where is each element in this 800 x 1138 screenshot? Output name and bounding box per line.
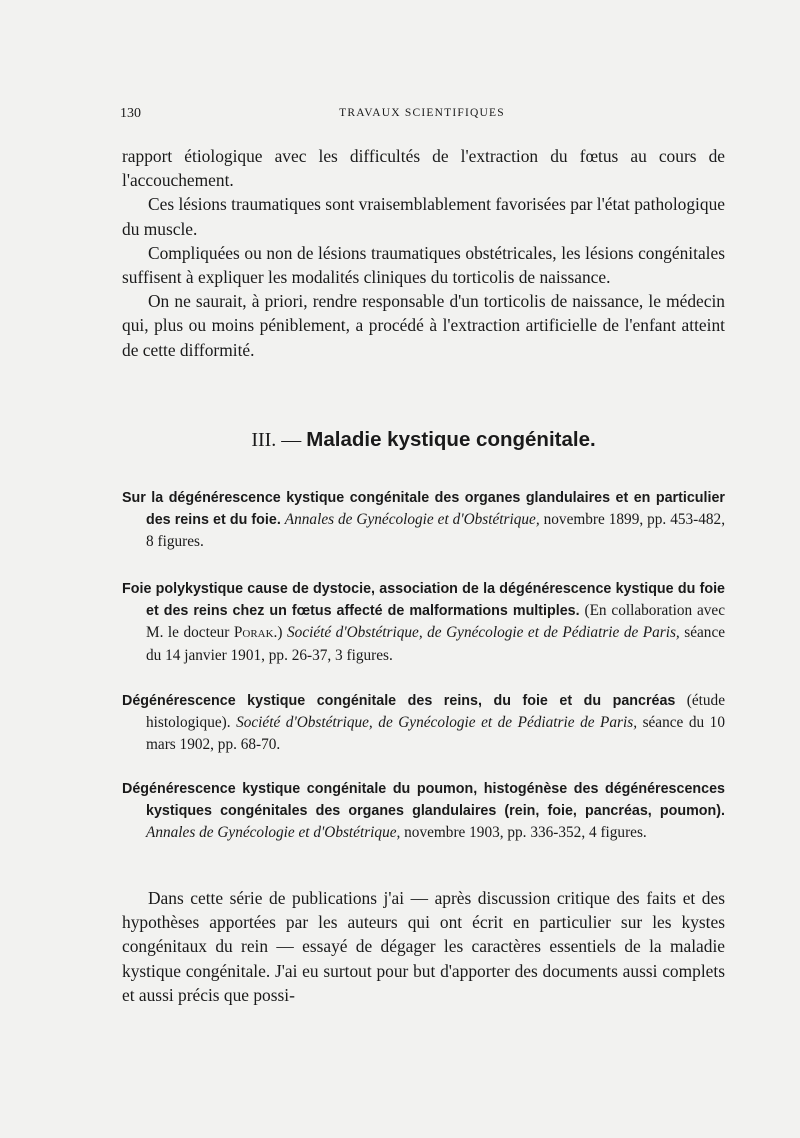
- reference-note: (étude histologique).: [146, 692, 725, 732]
- reference-title: Sur la dégénérescence kystique congénitale des organes glandulaires et en particulier des reins et du foie.: [122, 490, 725, 529]
- intro-paragraph-3: Compliquées ou non de lésions traumatiques obstétricales, les lésions congénitales suffisent à expliquer les modalités cliniques du torticolis de naissance.: [122, 242, 725, 288]
- conclusion-text: [122, 886, 725, 1007]
- conclusion-paragraph: Dans cette série de publications j'ai — après discussion critique des faits et des hypothèses apportées par les auteurs qui ont écrit en particulier sur les kystes congénitaux du rein — essayé de dégager les caractères essentiels de la maladie kystique congénitale. J'ai eu surtout pour but d'apporter des documents aussi complets et aussi précis que possi-: [122, 888, 725, 1005]
- intro-text: [122, 144, 725, 362]
- reference-entry: [122, 578, 725, 667]
- reference-entry: [122, 487, 725, 554]
- reference-details: novembre 1899, pp. 453-482, 8 figures.: [146, 511, 726, 551]
- reference-title: Dégénérescence kystique congénitale des reins, du foie et du pancréas: [122, 693, 676, 709]
- reference-journal: Société d'Obstétrique, de Gynécologie et de Pédiatrie de Paris,: [287, 624, 680, 642]
- intro-paragraph-2: Ces lésions traumatiques sont vraisemblablement favorisées par l'état pathologique du muscle.: [122, 194, 725, 239]
- intro-paragraph-1: rapport étiologique avec les difficultés de l'extraction du fœtus au cours de l'accouchement.: [122, 146, 725, 191]
- intro-paragraph-4: On ne saurait, à priori, rendre responsable d'un torticolis de naissance, le médecin qui, plus ou moins péniblement, a procédé à l'extraction artificielle de l'enfant atteint de cette difformité.: [122, 291, 725, 360]
- reference-journal: Annales de Gynécologie et d'Obstétrique,: [146, 824, 401, 842]
- reference-title: Dégénérescence kystique congénitale du poumon, histogénèse des dégénérescences kystiques congénitales des organes glandulaires (rein, foie, pancréas, poumon).: [122, 781, 725, 820]
- reference-details: novembre 1903, pp. 336-352, 4 figures.: [404, 824, 647, 842]
- reference-details: séance du 14 janvier 1901, pp. 26-37, 3 figures.: [146, 624, 726, 664]
- reference-entry: [122, 778, 725, 845]
- reference-collaboration: (En collaboration avec M. le docteur: [146, 602, 726, 642]
- running-title: TRAVAUX SCIENTIFIQUES: [339, 107, 505, 119]
- reference-paren: ): [277, 624, 283, 642]
- section-title: Maladie kystique congénitale.: [306, 428, 596, 451]
- reference-details: séance du 10 mars 1902, pp. 68-70.: [146, 714, 725, 754]
- reference-author: Porak.: [233, 624, 278, 642]
- reference-journal: Société d'Obstétrique, de Gynécologie et de Pédiatrie de Paris,: [236, 714, 638, 732]
- reference-entry: [122, 690, 725, 757]
- page-number: 130: [120, 106, 141, 121]
- reference-title: Foie polykystique cause de dystocie, association de la dégénérescence kystique du foie et des reins chez un fœtus affecté de malformations multiples.: [122, 581, 725, 620]
- page-header: [120, 106, 724, 126]
- section-heading: [122, 428, 725, 452]
- section-number: III. —: [251, 429, 302, 451]
- reference-journal: Annales de Gynécologie et d'Obstétrique,: [284, 511, 540, 529]
